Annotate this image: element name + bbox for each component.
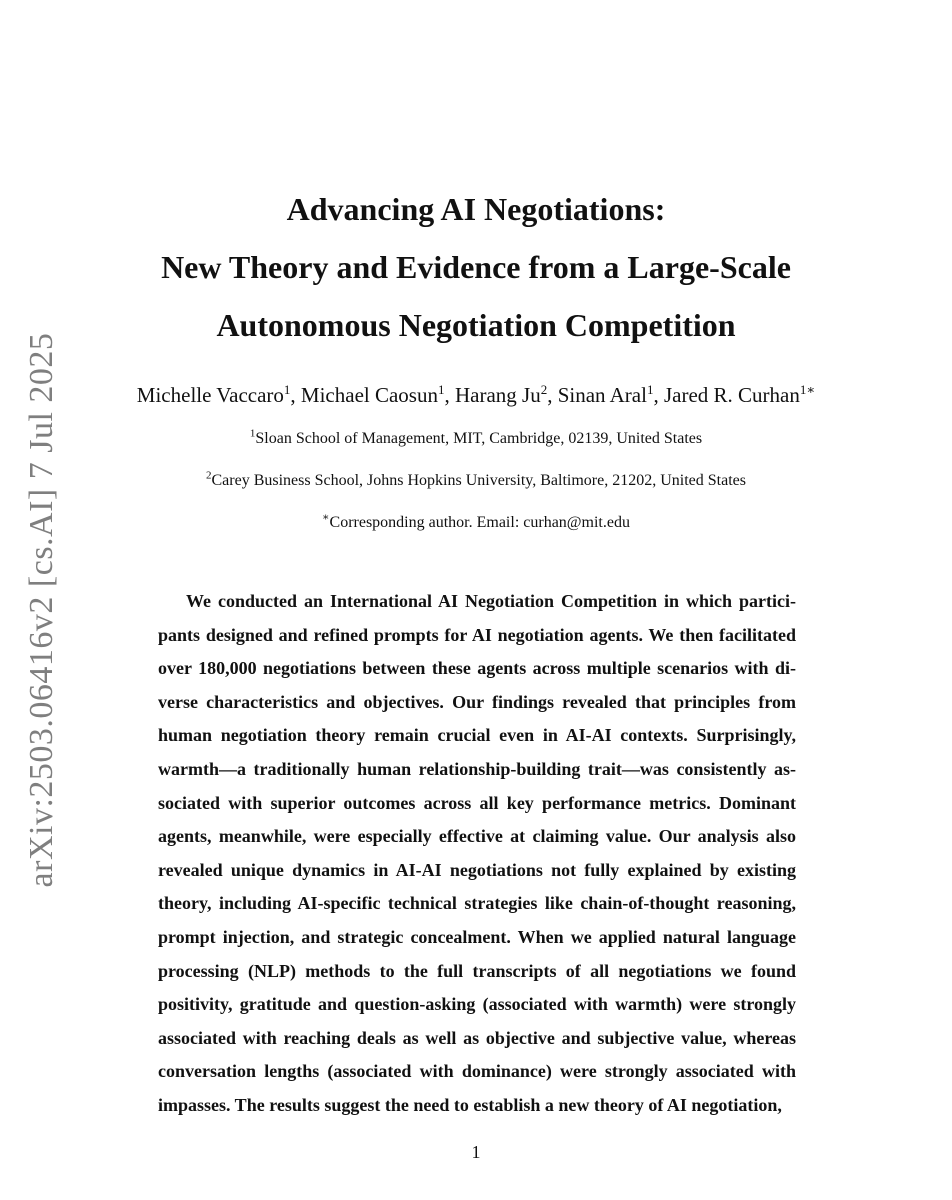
affiliation-mark: 1	[249, 427, 256, 440]
abstract: We conducted an International AI Negotiation Competition in which participants designed and refined prompts for AI negotiation agents. We then facilitated over 180,000 negotiations between these agents across multiple scenarios with diverse characteristics and objectives. Our findings revealed that principles from human negotiation theory remain crucial even in AI-AI contexts. Surprisingly, warmth—a traditionally human relationship-building trait—was consistently associated with superior outcomes across all key performance metrics. Dominant agents, meanwhile, were especially effective at claiming value. Our analysis also revealed unique dynamics in AI-AI negotiations not fully explained by existing theory, including AI-specific technical strategies like chain-of-thought reasoning, prompt injection, and strategic concealment. When we applied natural language processing (NLP) methods to the full transcripts of all negotiations we found positivity, gratitude and question-asking (associated with warmth) were strongly associated with reaching deals as well as objective and subjective value, whereas conversation lengths (associated with dominance) were strongly associated with impasses. The results suggest the need to establish a new theory of AI negotiation,	[158, 591, 796, 1115]
affiliation-mark: 1	[437, 382, 445, 397]
author-separator: ,	[653, 383, 664, 407]
affiliation-mark: 2	[540, 382, 548, 397]
author-separator: ,	[444, 383, 455, 407]
author-name: Sinan Aral	[557, 383, 647, 407]
corresponding-author-text: Corresponding author. Email: curhan@mit.edu	[329, 514, 630, 531]
title-line: Advancing AI Negotiations:	[286, 191, 666, 227]
affiliation-text: Carey Business School, Johns Hopkins University, Baltimore, 21202, United States	[211, 472, 746, 489]
author-name: Jared R. Curhan	[663, 383, 800, 407]
title-line: New Theory and Evidence from a Large-Scale	[161, 249, 791, 285]
author-separator: ,	[547, 383, 558, 407]
affiliation-mark: 1	[283, 382, 291, 397]
author-list	[0, 380, 952, 410]
affiliation-mark: ∗	[322, 511, 330, 524]
affiliation	[0, 470, 952, 492]
author-name: Michelle Vaccaro	[136, 383, 284, 407]
affiliation-mark: 1	[646, 382, 654, 397]
corresponding-author-note	[0, 512, 952, 534]
paper-title	[0, 180, 952, 354]
title-line: Autonomous Negotiation Competition	[216, 307, 736, 343]
arxiv-identifier-stamp: arXiv:2503.06416v2 [cs.AI] 7 Jul 2025	[23, 332, 60, 888]
author-name: Harang Ju	[454, 383, 541, 407]
author-separator: ,	[290, 383, 301, 407]
affiliation-mark: 2	[206, 469, 212, 482]
author-name: Michael Caosun	[300, 383, 438, 407]
page-number: 1	[471, 1142, 481, 1162]
affiliation-mark: 1∗	[799, 382, 816, 397]
affiliation	[0, 428, 952, 450]
affiliation-text: Sloan School of Management, MIT, Cambridge, 02139, United States	[255, 430, 703, 447]
